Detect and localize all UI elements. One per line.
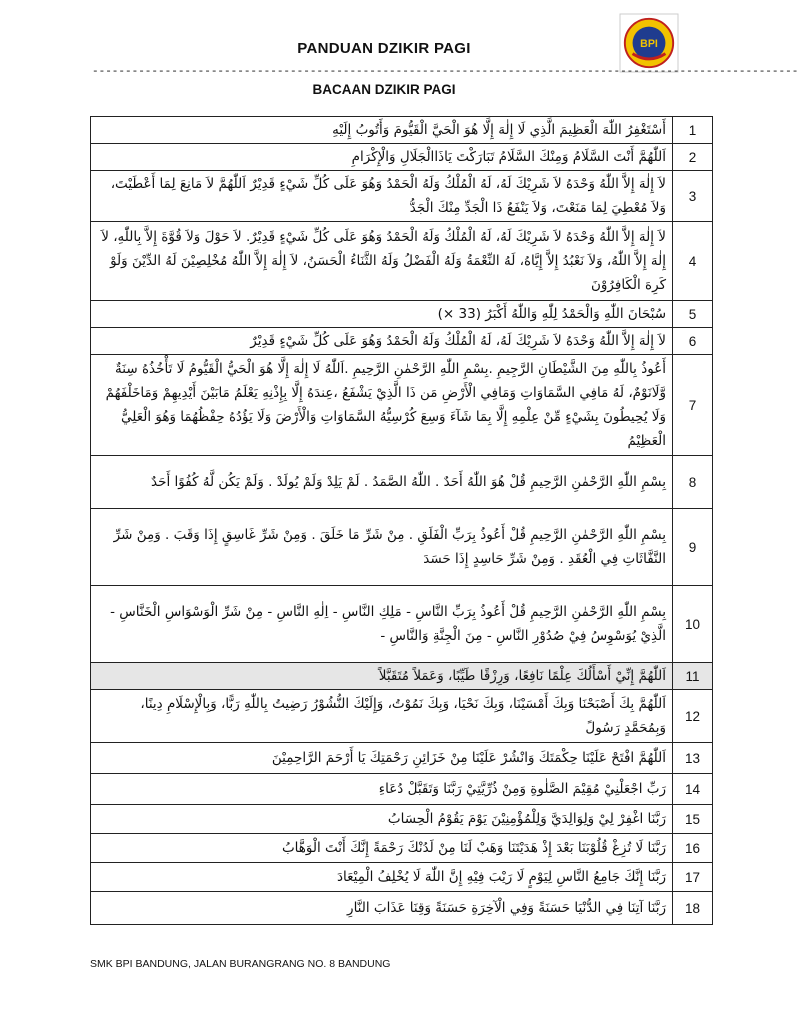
dzikir-table (90, 116, 713, 925)
header-divider: ----------------------------------------------------------------------------------------------------------- (92, 66, 798, 78)
dzikir-text: رَبَّنَا آتِنَا فِي الدُّنْيَا حَسَنَةً وَفِي الْآخِرَةِ حَسَنَةً وَقِنَا عَذَابَ النَّارِ (91, 892, 673, 925)
table-row (91, 456, 713, 509)
row-number: 4 (673, 222, 713, 301)
dzikir-text: رَبَّنَا إِنَّكَ جَامِعُ النَّاسِ لِيَوْمٍ لَا رَيْبَ فِيْهِ إِنَّ اللّٰهَ لَا يُخْلِفُ الْمِيْعَادَ (91, 863, 673, 892)
row-number: 8 (673, 456, 713, 509)
table-row (91, 743, 713, 774)
table-row (91, 805, 713, 834)
row-number: 18 (673, 892, 713, 925)
row-number: 2 (673, 144, 713, 171)
row-number: 1 (673, 117, 713, 144)
table-row (91, 774, 713, 805)
row-number: 14 (673, 774, 713, 805)
table-row (91, 509, 713, 586)
row-number: 6 (673, 328, 713, 355)
row-number: 15 (673, 805, 713, 834)
row-number: 17 (673, 863, 713, 892)
dzikir-text: رَبِّ اجْعَلْنِيْ مُقِيْمَ الصَّلٰوةِ وَمِنْ ذُرِّيَّتِيْ رَبَّنَا وَتَقَبَّلْ دُعَاءِ (91, 774, 673, 805)
row-number: 5 (673, 301, 713, 328)
row-number: 3 (673, 171, 713, 222)
dzikir-text: لاَ إِلٰهَ إِلاَّ اللّٰهُ وَحْدَهُ لاَ شَرِيْكَ لَهُ، لَهُ الْمُلْكُ وَلَهُ الْحَمْدُ وَهُوَ عَلَى كُلِّ شَيْءٍ قَدِيْرٌ اَللّٰهُمَّ لاَ مَانِعَ لِمَا أَعْطَيْتَ، وَلاَ مُعْطِيَ لِمَا مَنَعْتَ، وَلاَ يَنْفَعُ ذَا الْجَدِّ مِنْكَ الْجَدُّ (91, 171, 673, 222)
page-title: PANDUAN DZIKIR PAGI (297, 40, 471, 57)
dzikir-text: اَللّٰهُمَّ بِكَ أَصْبَحْنَا وَبِكَ أَمْسَيْنَا، وَبِكَ نَحْيَا، وَبِكَ نَمُوْتُ، وَإِلَيْكَ النُّشُوْرُ رَضِيتُ بِاللّٰهِ رَبًّا، وَبِالْإِسْلَامِ دِينًا، وَبِمُحَمَّدٍ رَسُولً (91, 690, 673, 743)
table-row (91, 834, 713, 863)
row-number: 10 (673, 586, 713, 663)
dzikir-text: اَللّٰهُمَّ إِنِّيْ أَسْأَلُكَ عِلْمًا نَافِعًا، وَرِزْقًا طَيِّبًا، وَعَمَلاً مُتَقَبَّلاً (91, 663, 673, 690)
row-number: 12 (673, 690, 713, 743)
dzikir-text: بِسْمِ اللّٰهِ الرَّحْمٰنِ الرَّحِيمِ قُلْ أَعُوذُ بِرَبِّ الْفَلَقِ . مِنْ شَرِّ مَا خَلَقَ . وَمِنْ شَرِّ غَاسِقٍ إِذَا وَقَبَ . وَمِنْ شَرِّ النَّفَّاثَاتِ فِي الْعُقَدِ . وَمِنْ شَرِّ حَاسِدٍ إِذَا حَسَدَ (91, 509, 673, 586)
table-row (91, 117, 713, 144)
row-number: 13 (673, 743, 713, 774)
dzikir-text: اَللّٰهُمَّ افْتَحْ عَلَيْنَا حِكْمَتَكَ وَانْشُرْ عَلَيْنَا مِنْ خَزَائِنِ رَحْمَتِكَ يَا أَرْحَمَ الرَّاحِمِيْنَ (91, 743, 673, 774)
dzikir-text: اَللّٰهُمَّ أَنْتَ السَّلَامُ وَمِنْكَ السَّلَامُ تَبَارَكْتَ يَاذَاالْجَلَالِ وَالْإِكْرَامِ (91, 144, 673, 171)
table-row (91, 892, 713, 925)
footer-address: SMK BPI BANDUNG, JALAN BURANGRANG NO. 8 BANDUNG (90, 958, 391, 970)
school-logo (620, 14, 678, 72)
row-number: 9 (673, 509, 713, 586)
table-row (91, 586, 713, 663)
dzikir-text: بِسْمِ اللّٰهِ الرَّحْمٰنِ الرَّحِيمِ قُلْ هُوَ اللّٰهُ أَحَدٌ . اللّٰهُ الصَّمَدُ . لَمْ يَلِدْ وَلَمْ يُولَدْ . وَلَمْ يَكُن لَّهُ كُفُوًا أَحَدٌ (91, 456, 673, 509)
dzikir-text: بِسْمِ اللّٰهِ الرَّحْمٰنِ الرَّحِيمِ قُلْ أَعُوذُ بِرَبِّ النَّاسِ - مَلِكِ النَّاسِ - اِلٰهِ النَّاسِ - مِنْ شَرِّ الْوَسْوَاسِ الْخَنَّاسِ - الَّذِيْ يُوَسْوِسُ فِيْ صُدُوْرِ النَّاسِ - مِنَ الْجِنَّةِ وَالنَّاسِ - (91, 586, 673, 663)
dzikir-text: رَبَّنَا لَا تُزِغْ قُلُوْبَنَا بَعْدَ إِذْ هَدَيْتَنَا وَهَبْ لَنَا مِنْ لَدُنْكَ رَحْمَةً إِنَّكَ أَنْتَ الْوَهَّابُ (91, 834, 673, 863)
dzikir-text: سُبْحَانَ اللّٰهِ وَالْحَمْدُ لِلّٰهِ وَاللّٰهُ أَكْبَرُ (33 ×) (91, 301, 673, 328)
row-number: 7 (673, 355, 713, 456)
table-row (91, 222, 713, 301)
table-row (91, 301, 713, 328)
table-row (91, 171, 713, 222)
table-row (91, 863, 713, 892)
dzikir-text: لاَ إِلٰهَ إِلاَّ اللّٰهُ وَحْدَهُ لاَ شَرِيْكَ لَهُ، لَهُ الْمُلْكُ وَلَهُ الْحَمْدُ وَهُوَ عَلَى كُلِّ شَيْءٍ قَدِيْرٌ. لاَ حَوْلَ وَلاَ قُوَّةَ إِلاَّ بِاللّٰهِ، لاَ إِلٰهَ إِلاَّ اللّٰهُ، وَلاَ نَعْبُدُ إِلاَّ إِيَّاهُ، لَهُ النِّعْمَةُ وَلَهُ الْفَضْلُ وَلَهُ الثَّنَاءُ الْحَسَنُ، لاَ إِلٰهَ إِلاَّ اللّٰهُ مُخْلِصِيْنَ لَهُ الدِّيْنَ وَلَوْ كَرِهَ الْكَافِرُوْنَ (91, 222, 673, 301)
logo-text: BPI (640, 37, 658, 50)
table-row (91, 663, 713, 690)
row-number: 16 (673, 834, 713, 863)
table-row (91, 690, 713, 743)
row-number: 11 (673, 663, 713, 690)
dzikir-text: أَعُوذُ بِاللّٰهِ مِنَ الشَّيْطَانِ الرَّجِيمِ .بِسْمِ اللّٰهِ الرَّحْمٰنِ الرَّحِيمِ .اَللّٰهُ لَا إِلٰهَ إِلَّا هُوَ الْحَيُّ الْقَيُّومُ لَا تَأْخُذُهُ سِنَةٌ وَّلَانَوْمٌ، لَهُ مَافِي السَّمَاوَاتِ وَمَافِي الْأَرْضِ مَن ذَا الَّذِيْ يَشْفَعُ ،عِندَهُ إِلَّا بِإِذْنِهِ يَعْلَمُ مَابَيْنَ أَيْدِيهِمْ وَمَاخَلْفَهُمْ وَلَا يُحِيطُونَ بِشَيْءٍ مِّنْ عِلْمِهِ إِلَّا بِمَا شَآءَ وَسِعَ كُرْسِيُّهُ السَّمَاوَاتِ وَالْأَرْضَ وَلَا يَؤُدُهُ حِفْظُهُمَا وَهُوَ الْعَلِيُّ الْعَظِيْمُ (91, 355, 673, 456)
dzikir-text: لاَ إِلٰهَ إِلاَّ اللّٰهُ وَحْدَهُ لاَ شَرِيْكَ لَهُ، لَهُ الْمُلْكُ وَلَهُ الْحَمْدُ وَهُوَ عَلَى كُلِّ شَيْءٍ قَدِيْرٌ (91, 328, 673, 355)
table-row (91, 355, 713, 456)
dzikir-text: أَسْتَغْفِرُ اللّٰهَ الْعَظِيمَ الَّذِي لَا إِلٰهَ إِلَّا هُوَ الْحَيَّ الْقَيُّومَ وَأَتُوبُ إِلَيْهِ (91, 117, 673, 144)
section-title: BACAAN DZIKIR PAGI (312, 82, 456, 97)
table-row (91, 328, 713, 355)
table-row (91, 144, 713, 171)
dzikir-text: رَبَّنَا اغْفِرْ لِيْ وَلِوَالِدَيَّ وَلِلْمُؤْمِنِيْنَ يَوْمَ يَقُوْمُ الْحِسَابُ (91, 805, 673, 834)
